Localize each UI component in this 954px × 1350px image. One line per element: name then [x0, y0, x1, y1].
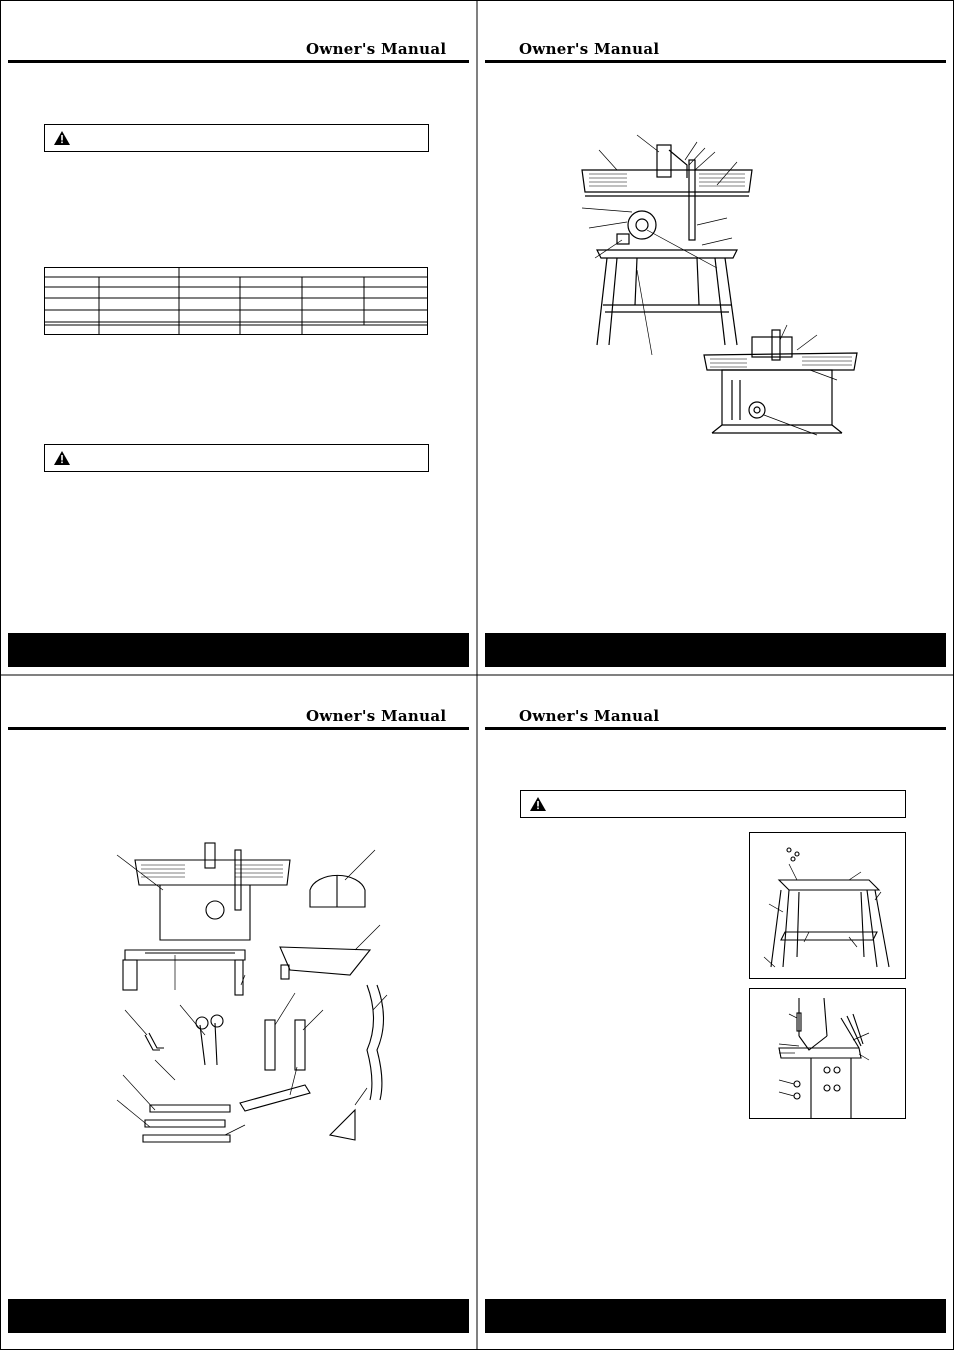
panel-bottom-right [477, 675, 954, 1350]
header-rule [485, 60, 946, 63]
panel-bottom-left [0, 675, 477, 1350]
warning-triangle-icon [529, 796, 547, 812]
warning-triangle-icon [53, 450, 71, 466]
footer-bar [485, 633, 946, 667]
header-rule [8, 727, 469, 730]
footer-bar [485, 1299, 946, 1333]
warning-box [520, 790, 906, 818]
warning-box [44, 124, 429, 152]
page-title: Owner's Manual [306, 40, 447, 58]
warning-triangle-icon [53, 130, 71, 146]
stand-assembly-figure [749, 832, 907, 980]
panel-top-right [477, 0, 954, 675]
header-rule [8, 60, 469, 63]
spec-table [44, 267, 429, 337]
page-title: Owner's Manual [519, 707, 660, 725]
warning-box [44, 444, 429, 472]
parts-contents-illustration [105, 835, 405, 1165]
footer-bar [8, 1299, 469, 1333]
footer-bar [8, 633, 469, 667]
panel-top-left [0, 0, 477, 675]
table-saw-bench-illustration [702, 325, 862, 445]
page-title: Owner's Manual [519, 40, 660, 58]
stand-detail-figure [749, 988, 907, 1120]
page-title: Owner's Manual [306, 707, 447, 725]
header-rule [485, 727, 946, 730]
